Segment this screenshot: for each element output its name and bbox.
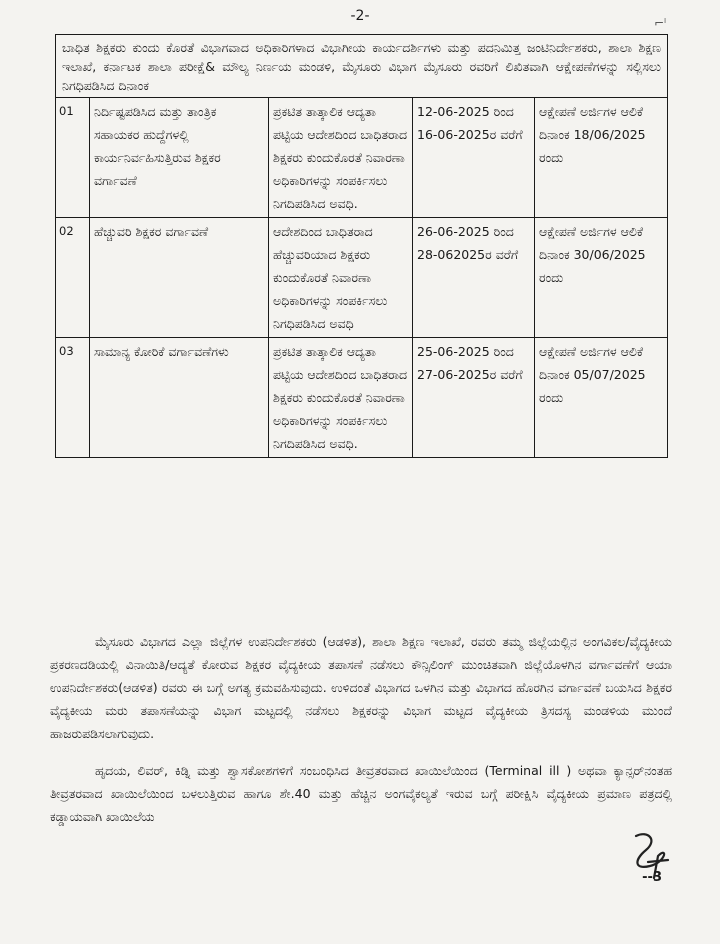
paragraph-medical-inspection: ಮೈಸೂರು ವಿಭಾಗದ ಎಲ್ಲಾ ಜಿಲ್ಲೆಗಳ ಉಪನಿರ್ದೇಶಕರು (ಆಡಳಿತ), ಶಾಲಾ ಶಿಕ್ಷಣ ಇಲಾಖೆ, ರವರು ತಮ್ಮ ಜಿಲ್ಲೆಯಲ್ಲಿನ ಅಂಗವಿಕಲ/ವೈದ್ಯಕೀಯ ಪ್ರಕರಣದಡಿಯಲ್ಲಿ ವಿನಾಯಿತಿ/ಆದ್ಯತೆ ಕೋರುವ ಶಿಕ್ಷಕರ ವೈದ್ಯಕೀಯ ತಪಾಸಣೆ ನಡೆಸಲು ಕೌನ್ಸಿಲಿಂಗ್ ಮುಂಚಿತವಾಗಿ ಜಿಲ್ಲೆಯೊಳಗಿನ ವರ್ಗಾವಣೆಗೆ ಆಯಾ ಉಪನಿರ್ದೇಶಕರು(ಆಡಳಿತ) ರವರು ಈ ಬಗ್ಗೆ ಅಗತ್ಯ ಕ್ರಮವಹಿಸುವುದು. ಉಳಿದಂತೆ ವಿಭಾಗದ ಒಳಗಿನ ಮತ್ತು ವಿಭಾಗದ ಹೊರಗಿನ ವರ್ಗಾವಣೆ ಬಯಸಿದ ಶಿಕ್ಷಕರ ವೈದ್ಯಕೀಯ ಮರು ತಪಾಸಣೆಯನ್ನು ವಿಭಾಗ ಮಟ್ಟದಲ್ಲಿ ನಡೆಸಲು ಶಿಕ್ಷಕರನ್ನು ವಿಭಾಗ ಮಟ್ಟದ ವೈದ್ಯಕೀಯ ತ್ರಿಸದಸ್ಯ ಮಂಡಳಿಯ ಮುಂದೆ ಹಾಜರುಪಡಿಸಲಾಗುವುದು. <box>50 634 672 741</box>
body-text <box>50 624 672 828</box>
grievance-purpose: ಆದೇಶದಿಂದ ಬಾಧಿತರಾದ ಹೆಚ್ಚುವರಿಯಾದ ಶಿಕ್ಷಕರು ಕುಂದುಕೊರತೆ ನಿವಾರಣಾ ಅಧಿಕಾರಿಗಳನ್ನು ಸಂಪರ್ಕಿಸಲು ನಿಗಧಿಪಡಿಸಿದ ಅವಧಿ <box>269 218 413 338</box>
corner-mark: ⌐ˡ <box>654 16 667 30</box>
date-range: 12-06-2025 ರಿಂದ 16-06-2025ರ ವರೆಗೆ <box>413 98 535 218</box>
table-row <box>56 98 668 218</box>
objection-hearing-date: ಆಕ್ಷೇಪಣೆ ಅರ್ಜಿಗಳ ಆಲಿಕೆ ದಿನಾಂಕ 18/06/2025 ರಂದು <box>535 98 668 218</box>
grievance-purpose: ಪ್ರಕಟಿತ ತಾತ್ಕಾಲಿಕ ಆದ್ಯತಾ ಪಟ್ಟಿಯ ಆದೇಶದಿಂದ ಬಾಧಿತರಾದ ಶಿಕ್ಷಕರು ಕುಂದುಕೊರತೆ ನಿವಾರಣಾ ಅಧಿಕಾರಿಗಳನ್ನು ಸಂಪರ್ಕಿಸಲು ನಿಗದಿಪಡಿಸಿದ ಅವಧಿ. <box>269 338 413 458</box>
row-number: 02 <box>56 218 90 338</box>
transfer-category: ಹೆಚ್ಚುವರಿ ಶಿಕ್ಷಕರ ವರ್ಗಾವಣೆ <box>90 218 269 338</box>
objection-hearing-date: ಆಕ್ಷೇಪಣೆ ಅರ್ಜಿಗಳ ಆಲಿಕೆ ದಿನಾಂಕ 30/06/2025 ರಂದು <box>535 218 668 338</box>
schedule-sheet <box>55 34 668 458</box>
grievance-purpose: ಪ್ರಕಟಿತ ತಾತ್ಕಾಲಿಕ ಆದ್ಯತಾ ಪಟ್ಟಿಯ ಆದೇಶದಿಂದ ಬಾಧಿತರಾದ ಶಿಕ್ಷಕರು ಕುಂದುಕೊರತೆ ನಿವಾರಣಾ ಅಧಿಕಾರಿಗಳನ್ನು ಸಂಪರ್ಕಿಸಲು ನಿಗದಿಪಡಿಸಿದ ಅವಧಿ. <box>269 98 413 218</box>
table-row <box>56 218 668 338</box>
row-number: 03 <box>56 338 90 458</box>
objection-hearing-date: ಆಕ್ಷೇಪಣೆ ಅರ್ಜಿಗಳ ಆಲಿಕೆ ದಿನಾಂಕ 05/07/2025 ರಂದು <box>535 338 668 458</box>
row-number: 01 <box>56 98 90 218</box>
date-range: 25-06-2025 ರಿಂದ 27-06-2025ರ ವರೆಗೆ <box>413 338 535 458</box>
transfer-category: ಸಾಮಾನ್ಯ ಕೋರಿಕೆ ವರ್ಗಾವಣೆಗಳು <box>90 338 269 458</box>
next-page-marker: --3 <box>642 870 662 885</box>
table-row <box>56 338 668 458</box>
page-number: -2- <box>350 8 370 24</box>
transfer-category: ನಿರ್ದಿಷ್ಟಪಡಿಸಿದ ಮತ್ತು ತಾಂತ್ರಿಕ ಸಹಾಯಕರ ಹುದ್ದೆಗಳಲ್ಲಿ ಕಾರ್ಯನಿರ್ವಹಿಸುತ್ತಿರುವ ಶಿಕ್ಷಕರ ವರ್ಗಾವಣೆ <box>90 98 269 218</box>
schedule-table <box>55 97 668 458</box>
table-header-text: ಬಾಧಿತ ಶಿಕ್ಷಕರು ಕುಂದು ಕೊರತೆ ವಿಭಾಗವಾದ ಅಧಿಕಾರಿಗಳಾದ ವಿಭಾಗೀಯ ಕಾರ್ಯದರ್ಶಿಗಳು ಮತ್ತು ಪದನಿಮಿತ್ತ ಜಂಟಿನಿರ್ದೇಶಕರು, ಶಾಲಾ ಶಿಕ್ಷಣ ಇಲಾಖೆ, ಕರ್ನಾಟಕ ಶಾಲಾ ಪರೀಕ್ಷೆ& ಮೌಲ್ಯ ನಿರ್ಣಯ ಮಂಡಳಿ, ಮೈಸೂರು ವಿಭಾಗ ಮೈಸೂರು ರವರಿಗೆ ಲಿಖಿತವಾಗಿ ಆಕ್ಷೇಪಣೆಗಳನ್ನು ಸಲ್ಲಿಸಲು ನಿಗಧಿಪಡಿಸಿದ ದಿನಾಂಕ <box>55 34 668 97</box>
paragraph-terminal-illness: ಹೃದಯ, ಲಿವರ್, ಕಿಡ್ನಿ ಮತ್ತು ಶ್ವಾಸಕೋಶಗಳಿಗೆ ಸಂಬಂಧಿಸಿದ ತೀವ್ರತರವಾದ ಖಾಯಿಲೆಯಿಂದ (Terminal ill ) ಅಥವಾ ಕ್ಯಾನ್ಸರ್‌ನಂತಹ ತೀವ್ರತರವಾದ ಖಾಯಿಲೆಯಿಂದ ಬಳಲುತ್ತಿರುವ ಹಾಗೂ ಶೇ.40 ಮತ್ತು ಹೆಚ್ಚಿನ ಅಂಗವೈಕಲ್ಯತೆ ಇರುವ ಬಗ್ಗೆ ಪರೀಕ್ಷಿಸಿ ವೈದ್ಯಕೀಯ ಪ್ರಮಾಣ ಪತ್ರದಲ್ಲಿ ಕಡ್ಡಾಯವಾಗಿ ಖಾಯಿಲೆಯ <box>50 763 672 824</box>
date-range: 26-06-2025 ರಿಂದ 28-062025ರ ವರೆಗೆ <box>413 218 535 338</box>
